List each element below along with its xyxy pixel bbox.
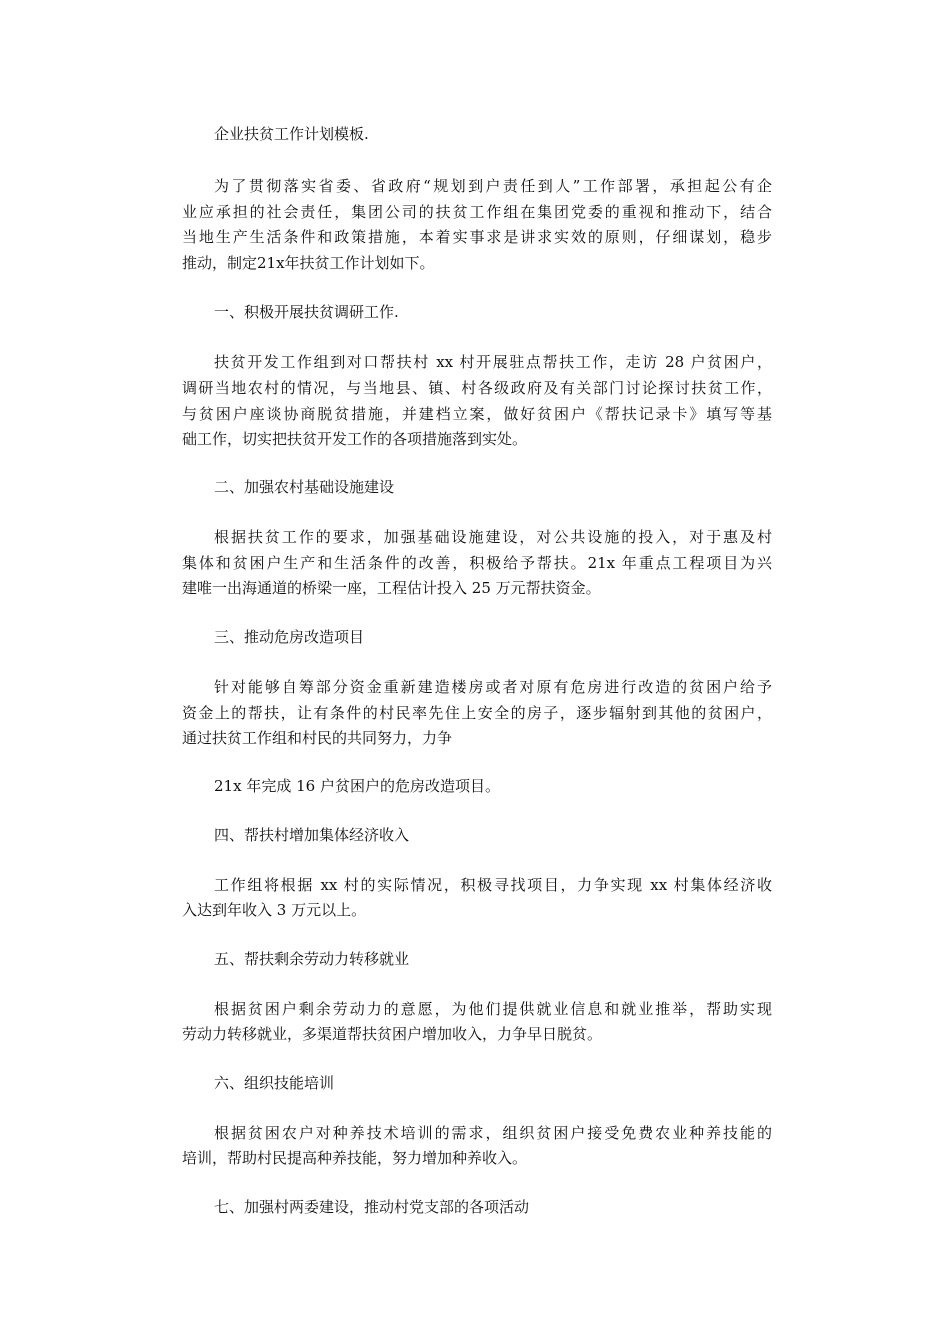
section-1-line-2: 调研当地农村的情况，与当地县、镇、村各级政府及有关部门讨论探讨扶贫工作， — [182, 379, 772, 397]
section-7-heading: 七、加强村两委建设，推动村党支部的各项活动 — [214, 1198, 530, 1216]
section-1-line-4: 础工作，切实把扶贫开发工作的各项措施落到实处。 — [182, 430, 528, 448]
section-5-line-2: 劳动力转移就业，多渠道帮扶贫困户增加收入，力争早日脱贫。 — [182, 1025, 603, 1043]
section-5-line-1: 根据贫困户剩余劳动力的意愿，为他们提供就业信息和就业推举，帮助实现 — [214, 1000, 772, 1018]
intro-line-3: 当地生产生活条件和政策措施，本着实事求是讲求实效的原则，仔细谋划，稳步 — [182, 228, 772, 246]
section-2-line-2: 集体和贫困户生产和生活条件的改善，积极给予帮扶。21x 年重点工程项目为兴 — [182, 554, 772, 572]
section-1-heading: 一、积极开展扶贫调研工作. — [214, 303, 399, 321]
section-2-heading: 二、加强农村基础设施建设 — [214, 478, 395, 496]
section-3-extra-line: 21x 年完成 16 户贫困户的危房改造项目。 — [214, 777, 500, 795]
document-title: 企业扶贫工作计划模板. — [214, 125, 369, 143]
section-3-line-3: 通过扶贫工作组和村民的共同努力，力争 — [182, 729, 453, 747]
section-3-line-1: 针对能够自筹部分资金重新建造楼房或者对原有危房进行改造的贫困户给予 — [214, 678, 772, 696]
section-2-line-1: 根据扶贫工作的要求，加强基础设施建设，对公共设施的投入，对于惠及村 — [214, 528, 772, 546]
section-6-line-1: 根据贫困农户对种养技术培训的需求，组织贫困户接受免费农业种养技能的 — [214, 1124, 772, 1142]
section-3-heading: 三、推动危房改造项目 — [214, 628, 365, 646]
section-6-heading: 六、组织技能培训 — [214, 1074, 335, 1092]
section-1-line-3: 与贫困户座谈协商脱贫措施，并建档立案，做好贫困户《帮扶记录卡》填写等基 — [182, 405, 772, 423]
section-6-line-2: 培训，帮助村民提高种养技能，努力增加种养收入。 — [182, 1149, 528, 1167]
section-1-line-1: 扶贫开发工作组到对口帮扶村 xx 村开展驻点帮扶工作，走访 28 户贫困户， — [214, 353, 772, 371]
section-2-line-3: 建唯一出海通道的桥梁一座，工程估计投入 25 万元帮扶资金。 — [182, 579, 601, 597]
section-4-line-1: 工作组将根据 xx 村的实际情况，积极寻找项目，力争实现 xx 村集体经济收 — [214, 876, 772, 894]
intro-line-1: 为了贯彻落实省委、省政府“规划到户责任到人”工作部署，承担起公有企 — [214, 177, 772, 195]
section-5-heading: 五、帮扶剩余劳动力转移就业 — [214, 950, 410, 968]
section-4-line-2: 入达到年收入 3 万元以上。 — [182, 901, 367, 919]
intro-line-2: 业应承担的社会责任，集团公司的扶贫工作组在集团党委的重视和推动下，结合 — [182, 203, 772, 221]
section-4-heading: 四、帮扶村增加集体经济收入 — [214, 826, 410, 844]
intro-line-4: 推动，制定21x年扶贫工作计划如下。 — [182, 254, 435, 272]
section-3-line-2: 资金上的帮扶，让有条件的村民率先住上安全的房子，逐步辐射到其他的贫困户， — [182, 704, 772, 722]
